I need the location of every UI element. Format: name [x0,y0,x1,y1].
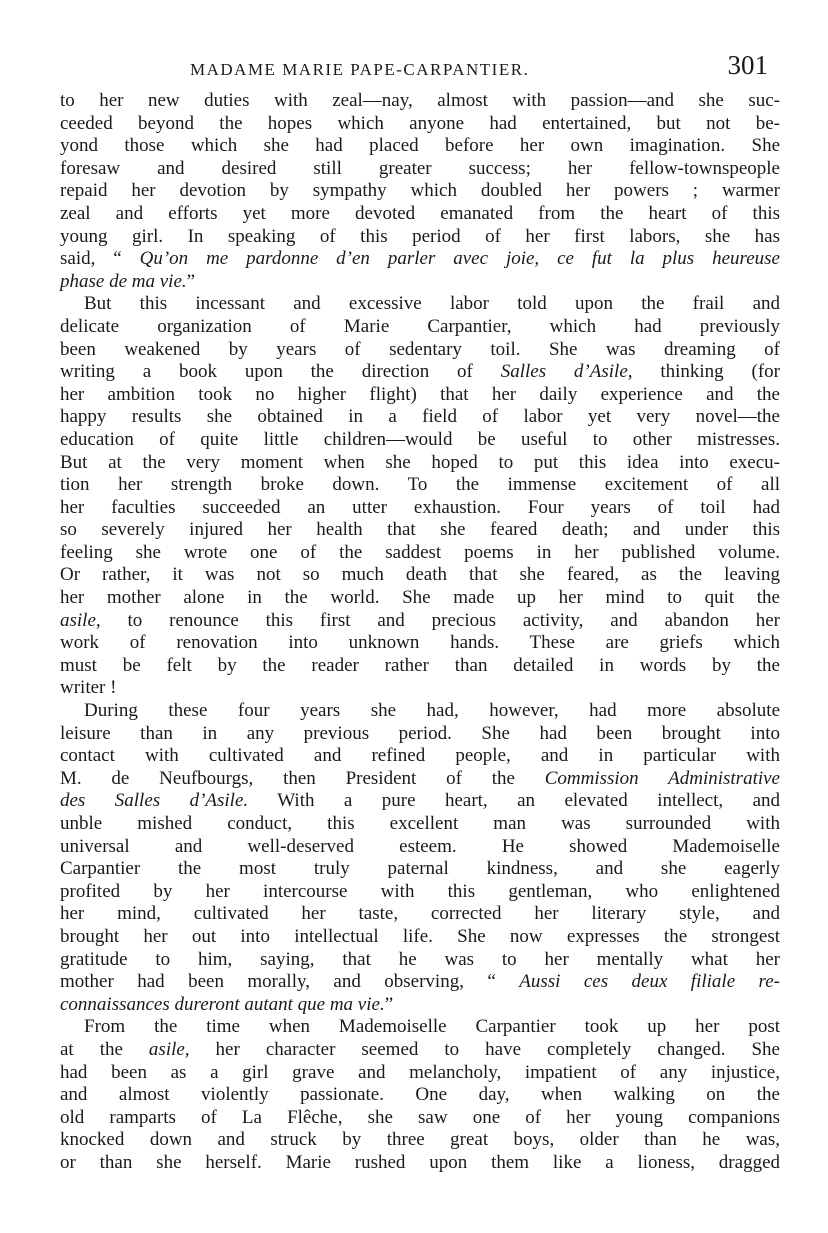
text-line: been weakened by years of sedentary toil. She was dreaming of [60,338,780,360]
text-line: ceeded beyond the hopes which anyone had entertained, but not be- [60,112,780,134]
text-line: so severely injured her health that she feared death; and under this [60,519,780,541]
text-segment: said, “ [60,248,140,270]
text-segment: her character seemed to have completely changed. She [189,1038,780,1060]
text-segment: ” [384,993,394,1015]
text-line: gratitude to him, saying, that he was to her mentally what her [60,948,780,970]
text-line: her faculties succeeded an utter exhaustion. Four years of toil had [60,496,780,518]
text-segment: ” [186,270,196,292]
text-line: her mind, cultivated her taste, corrected her literary style, and [60,903,780,925]
text-line: zeal and efforts yet more devoted emanated from the heart of this [60,202,780,224]
text-line: leisure than in any previous period. She had been brought into [60,722,780,744]
text-line: had been as a girl grave and melancholy, impatient of any injustice, [60,1061,780,1083]
text-segment: to renounce this first and precious activity, and abandon her [100,609,780,631]
text-line: Carpantier the most truly paternal kindness, and she eagerly [60,858,780,880]
text-line [60,790,780,813]
text-segment: thinking (for [632,361,780,383]
text-line: writer ! [60,677,117,699]
italic-phrase: Commission Administrative [544,767,780,789]
body-text [60,90,780,1175]
text-line: tion her strength broke down. To the immense excitement of all [60,474,780,496]
text-line: contact with cultivated and refined people, and in particular with [60,745,780,767]
text-line: knocked down and struck by three great boys, older than he was, [60,1129,780,1151]
text-line: her ambition took no higher flight) that her daily experience and the [60,383,780,405]
text-line: foresaw and desired still greater success; her fellow-townspeople [60,157,780,179]
italic-phrase: connaissances dureront autant que ma vie. [60,993,385,1015]
text-segment: at the [60,1038,149,1060]
text-segment: With a pure heart, an elevated intellect, and [248,790,781,812]
text-line [60,610,780,633]
text-line: must be felt by the reader rather than detailed in words by the [60,654,780,676]
text-line: happy results she obtained in a field of labor yet very novel—the [60,406,780,428]
text-line: delicate organization of Marie Carpantier, which had previously [60,315,780,337]
text-line: and almost violently passionate. One day, when walking on the [60,1084,780,1106]
italic-phrase: asile, [60,609,101,631]
text-line [60,248,780,271]
text-line: old ramparts of La Flêche, she saw one of her young companions [60,1106,780,1128]
text-line: yond those which she had placed before her own imagination. She [60,135,780,157]
italic-phrase: phase de ma vie. [60,270,187,292]
page-number: 301 [727,50,768,80]
italic-phrase: Aussi ces deux filiale re- [519,971,780,993]
text-line: brought her out into intellectual life. She now expresses the strongest [60,925,780,947]
text-line: repaid her devotion by sympathy which doubled her powers ; warmer [60,180,780,202]
text-line [60,994,780,1017]
text-line: to her new duties with zeal—nay, almost with passion—and she suc- [60,90,780,111]
text-line: profited by her intercourse with this gentleman, who enlightened [60,880,780,902]
text-line: universal and well-deserved esteem. He showed Mademoiselle [60,835,780,857]
text-segment: writing a book upon the direction of [60,361,501,383]
text-line [60,768,780,791]
book-page [60,50,780,1175]
text-line: her mother alone in the world. She made up her mind to quit the [60,587,780,609]
text-line: young girl. In speaking of this period of her first labors, she has [60,225,780,247]
italic-phrase: asile, [148,1038,190,1060]
text-line: work of renovation into unknown hands. These are griefs which [60,632,780,654]
running-head: MADAME MARIE PAPE-CARPANTIER. [190,60,530,79]
italic-phrase: Salles d’Asile, [500,361,633,383]
page-header [60,50,780,90]
italic-phrase: des Salles d’Asile. [60,790,249,812]
text-segment: M. de Neufbourgs, then President of the [60,767,545,789]
text-segment: mother had been morally, and observing, “ [60,971,520,993]
text-line: unble mished conduct, this excellent man was surrounded with [60,813,780,834]
text-line [60,971,780,994]
text-line [60,271,780,294]
text-line: education of quite little children—would be useful to other mistresses. [60,428,780,450]
text-line: But this incessant and excessive labor told upon the frail and [84,293,780,315]
text-line [60,361,780,384]
italic-phrase: Qu’on me pardonne d’en parler avec joie, ce fut la plus heureuse [139,248,780,270]
text-line: or than she herself. Marie rushed upon them like a lioness, dragged [60,1151,780,1173]
text-line: Or rather, it was not so much death that she feared, as the leaving [60,564,780,586]
text-line: feeling she wrote one of the saddest poems in her published volume. [60,541,780,563]
text-line: From the time when Mademoiselle Carpantier took up her post [84,1016,780,1038]
text-line [60,1039,780,1062]
text-line: During these four years she had, however, had more absolute [84,700,780,722]
text-line: But at the very moment when she hoped to put this idea into execu- [60,451,780,473]
